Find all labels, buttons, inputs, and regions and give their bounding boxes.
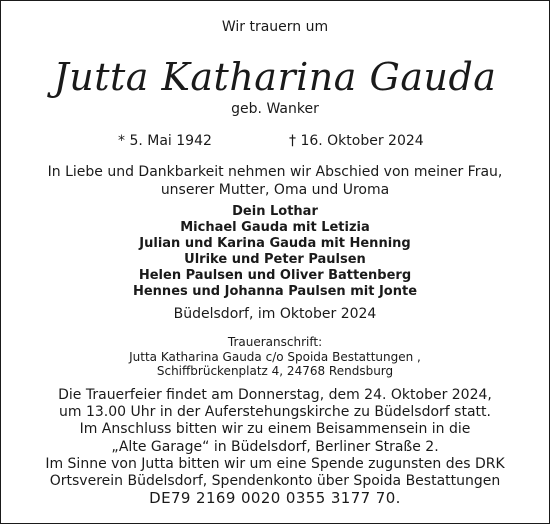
maiden-name: geb. Wanker xyxy=(231,101,319,117)
birth-date: * 5. Mai 1942 xyxy=(118,133,212,149)
service-line: Ortsverein Büdelsdorf, Spendenkonto über Spoida Bestattungen xyxy=(49,473,501,490)
donation-iban: DE79 2169 0020 0355 3177 70. xyxy=(149,489,401,508)
address-line: Schiffbrückenplatz 4, 24768 Rendsburg xyxy=(156,364,394,378)
intro-text: Wir trauern um xyxy=(221,19,329,35)
family-member: Michael Gauda mit Letizia xyxy=(180,220,370,235)
address-line: Jutta Katharina Gauda c/o Spoida Bestattungen , xyxy=(129,349,421,364)
service-line: um 13.00 Uhr in der Auferstehungskirche zu Büdelsdorf statt. xyxy=(59,404,491,421)
family-member: Helen Paulsen und Oliver Battenberg xyxy=(138,268,412,283)
service-line: „Alte Garage“ in Büdelsdorf, Berliner Straße 2. xyxy=(111,438,439,455)
farewell-text xyxy=(1,163,549,199)
family-member: Dein Lothar xyxy=(232,204,318,219)
farewell-line: In Liebe und Dankbarkeit nehmen wir Abschied von meiner Frau, xyxy=(47,164,503,180)
farewell-line: unserer Mutter, Oma und Uroma xyxy=(160,182,390,198)
place-date: Büdelsdorf, im Oktober 2024 xyxy=(173,306,377,322)
family-member: Ulrike und Peter Paulsen xyxy=(184,252,366,267)
death-date: † 16. Oktober 2024 xyxy=(289,133,424,149)
mourning-address xyxy=(1,335,549,379)
service-line: Die Trauerfeier findet am Donnerstag, dem 24. Oktober 2024, xyxy=(58,387,492,403)
service-line: Im Anschluss bitten wir zu einem Beisammensein in die xyxy=(79,421,471,438)
family-list xyxy=(1,204,549,300)
service-details xyxy=(1,387,549,507)
address-line: Traueranschrift: xyxy=(227,335,323,349)
service-line: Im Sinne von Jutta bitten wir um eine Spende zugunsten des DRK xyxy=(45,455,505,472)
family-member: Julian und Karina Gauda mit Henning xyxy=(139,236,411,251)
deceased-name: Jutta Katharina Gauda xyxy=(53,55,497,99)
family-member: Hennes und Johanna Paulsen mit Jonte xyxy=(132,284,418,299)
